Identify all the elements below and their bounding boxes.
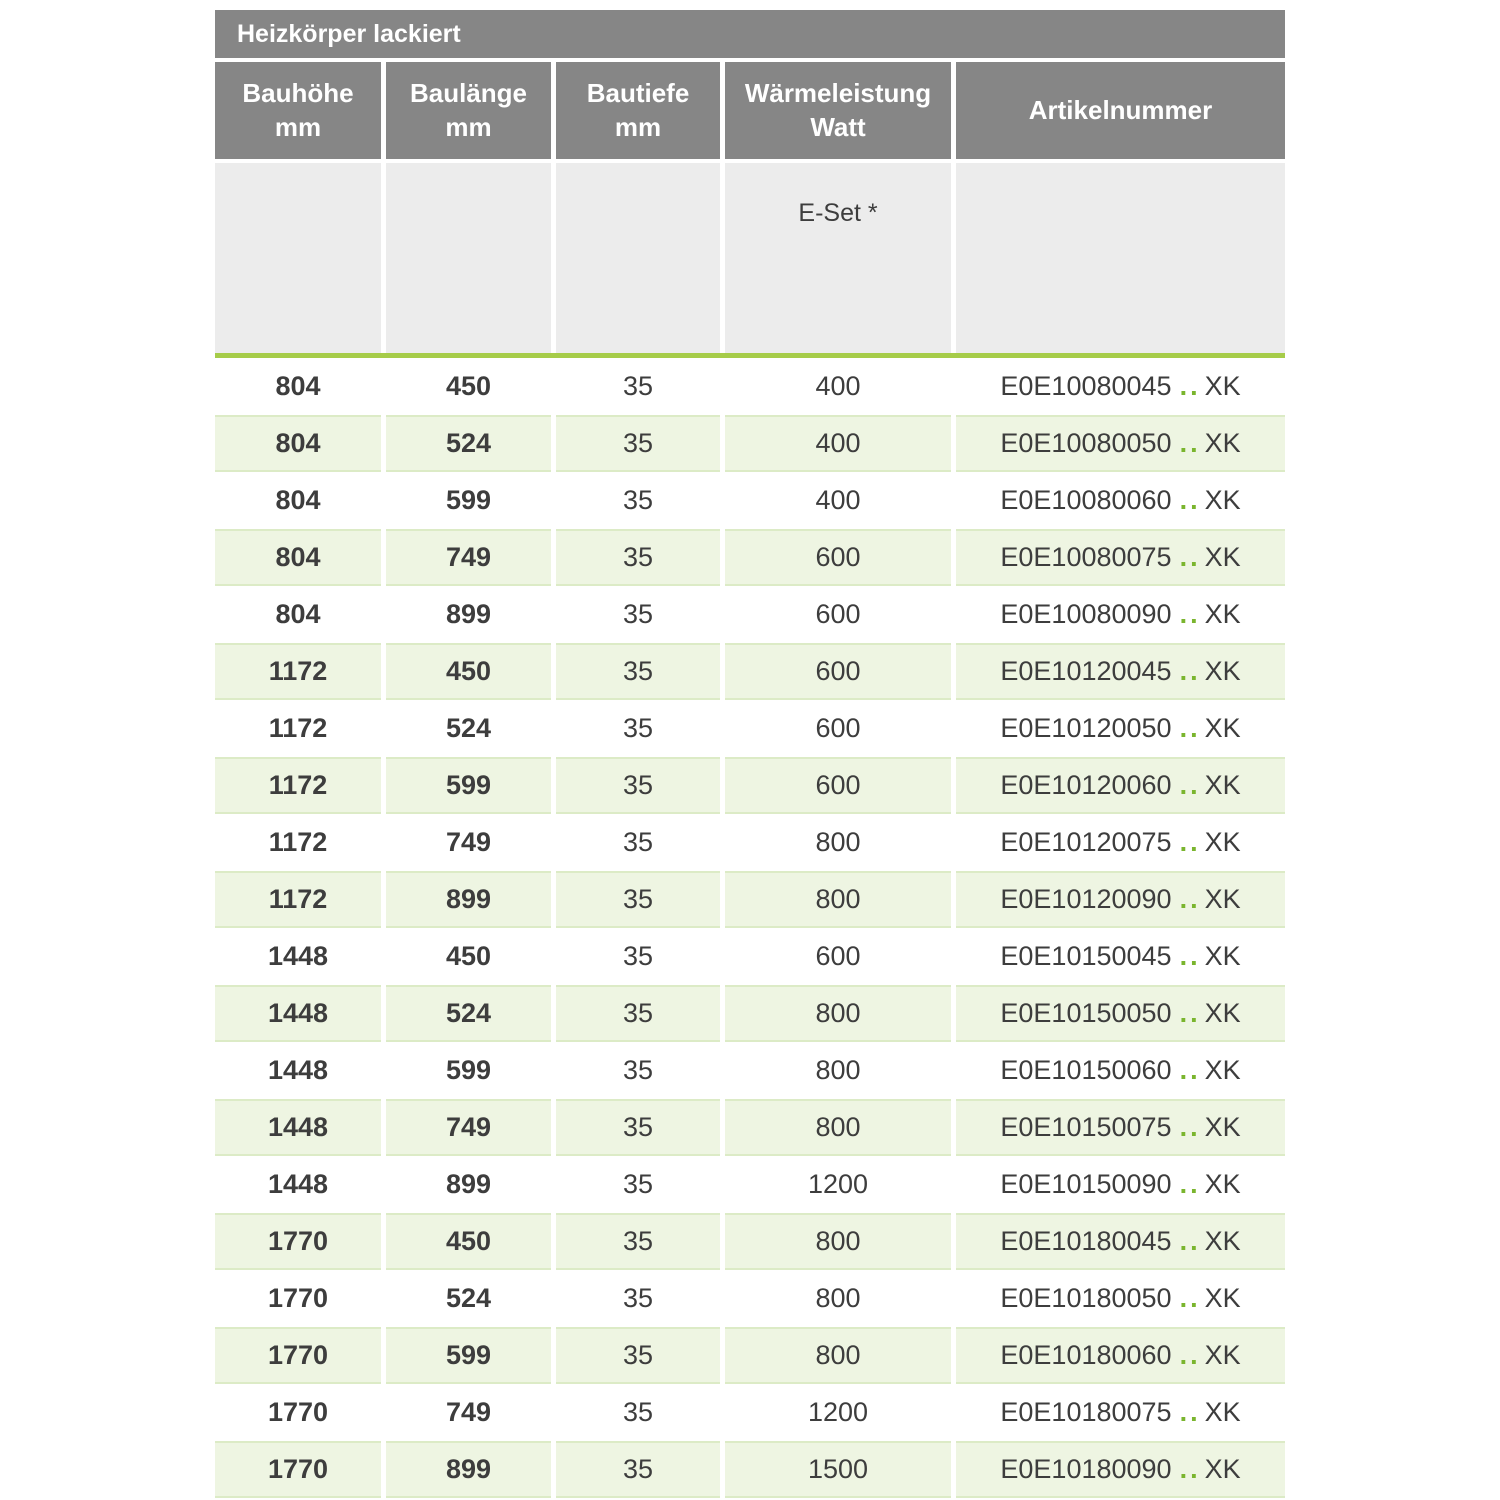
table-row: [215, 1270, 1285, 1327]
table-body: [215, 358, 1285, 1498]
table-title: Heizkörper lackiert: [215, 10, 1285, 58]
cell-bautiefe: 35: [556, 586, 720, 643]
article-number-suffix: XK: [1204, 1397, 1241, 1427]
cell-bauhoehe: 1448: [215, 928, 381, 985]
cell-baulaenge: 899: [386, 871, 551, 928]
cell-watt: 800: [725, 1042, 951, 1099]
cell-baulaenge: 450: [386, 643, 551, 700]
table-row: [215, 985, 1285, 1042]
cell-bautiefe: 35: [556, 1441, 720, 1498]
subheader-cell: [215, 163, 381, 353]
cell-bauhoehe: 804: [215, 358, 381, 415]
article-number-suffix: XK: [1204, 371, 1241, 401]
table-row: [215, 928, 1285, 985]
article-number-dots: ..: [1179, 1112, 1201, 1142]
cell-bautiefe: 35: [556, 472, 720, 529]
article-number-suffix: XK: [1204, 599, 1241, 629]
cell-bautiefe: 35: [556, 358, 720, 415]
article-number-prefix: E0E10120060: [1000, 770, 1172, 800]
table-row: [215, 1156, 1285, 1213]
article-number-cell: [956, 529, 1285, 586]
article-number-dots: ..: [1179, 1226, 1201, 1256]
article-number-suffix: XK: [1204, 770, 1241, 800]
article-number-cell: [956, 1156, 1285, 1213]
article-number-cell: [956, 1099, 1285, 1156]
article-number-prefix: E0E10080050: [1000, 428, 1172, 458]
article-number-dots: ..: [1179, 371, 1201, 401]
cell-baulaenge: 524: [386, 1270, 551, 1327]
article-number-cell: [956, 415, 1285, 472]
cell-watt: 600: [725, 586, 951, 643]
table-row: [215, 643, 1285, 700]
cell-bauhoehe: 804: [215, 586, 381, 643]
article-number-cell: [956, 757, 1285, 814]
article-number-dots: ..: [1179, 713, 1201, 743]
article-number-cell: [956, 1384, 1285, 1441]
article-number-dots: ..: [1179, 884, 1201, 914]
cell-watt: 800: [725, 1099, 951, 1156]
article-number-suffix: XK: [1204, 428, 1241, 458]
cell-watt: 1200: [725, 1384, 951, 1441]
article-number-dots: ..: [1179, 485, 1201, 515]
article-number-dots: ..: [1179, 599, 1201, 629]
article-number-dots: ..: [1179, 770, 1201, 800]
table-row: [215, 472, 1285, 529]
article-number-cell: [956, 643, 1285, 700]
article-number-dots: ..: [1179, 941, 1201, 971]
article-number-prefix: E0E10150045: [1000, 941, 1172, 971]
article-number-prefix: E0E10180045: [1000, 1226, 1172, 1256]
cell-bauhoehe: 804: [215, 529, 381, 586]
article-number-cell: [956, 700, 1285, 757]
cell-bauhoehe: 1448: [215, 1099, 381, 1156]
article-number-dots: ..: [1179, 656, 1201, 686]
table-row: [215, 814, 1285, 871]
cell-bautiefe: 35: [556, 1270, 720, 1327]
article-number-prefix: E0E10120075: [1000, 827, 1172, 857]
cell-bautiefe: 35: [556, 1099, 720, 1156]
article-number-prefix: E0E10150050: [1000, 998, 1172, 1028]
article-number-cell: [956, 586, 1285, 643]
cell-watt: 800: [725, 814, 951, 871]
article-number-prefix: E0E10080090: [1000, 599, 1172, 629]
cell-bautiefe: 35: [556, 415, 720, 472]
cell-bauhoehe: 1448: [215, 985, 381, 1042]
article-number-prefix: E0E10180075: [1000, 1397, 1172, 1427]
cell-baulaenge: 524: [386, 985, 551, 1042]
column-header-label: Baulänge: [409, 77, 528, 108]
cell-bautiefe: 35: [556, 1213, 720, 1270]
cell-bautiefe: 35: [556, 757, 720, 814]
cell-baulaenge: 599: [386, 1327, 551, 1384]
cell-baulaenge: 899: [386, 586, 551, 643]
article-number-cell: [956, 814, 1285, 871]
cell-watt: 800: [725, 1270, 951, 1327]
article-number-dots: ..: [1179, 1454, 1201, 1484]
article-number-suffix: XK: [1204, 998, 1241, 1028]
article-number-suffix: XK: [1204, 1169, 1241, 1199]
cell-watt: 600: [725, 757, 951, 814]
subheader-cell: [386, 163, 551, 353]
table-row: [215, 700, 1285, 757]
table-row: [215, 1441, 1285, 1498]
cell-baulaenge: 599: [386, 1042, 551, 1099]
table-row: [215, 1213, 1285, 1270]
article-number-suffix: XK: [1204, 1283, 1241, 1313]
article-number-dots: ..: [1179, 428, 1201, 458]
article-number-suffix: XK: [1204, 827, 1241, 857]
column-header-baulaenge: [386, 62, 551, 159]
article-number-cell: [956, 1441, 1285, 1498]
cell-baulaenge: 450: [386, 928, 551, 985]
cell-baulaenge: 899: [386, 1441, 551, 1498]
column-header-label: Wärmeleistung: [744, 77, 932, 108]
table-row: [215, 586, 1285, 643]
column-header-unit: mm: [274, 111, 322, 142]
product-table: [215, 10, 1285, 1498]
table-row: [215, 1327, 1285, 1384]
cell-bauhoehe: 1172: [215, 814, 381, 871]
article-number-dots: ..: [1179, 1169, 1201, 1199]
article-number-cell: [956, 472, 1285, 529]
article-number-suffix: XK: [1204, 941, 1241, 971]
article-number-cell: [956, 358, 1285, 415]
cell-watt: 600: [725, 529, 951, 586]
cell-watt: 600: [725, 643, 951, 700]
cell-bauhoehe: 1448: [215, 1042, 381, 1099]
column-header-artikelnummer: [956, 62, 1285, 159]
subheader-cell: [956, 163, 1285, 353]
article-number-cell: [956, 1213, 1285, 1270]
article-number-dots: ..: [1179, 1055, 1201, 1085]
article-number-dots: ..: [1179, 542, 1201, 572]
article-number-suffix: XK: [1204, 713, 1241, 743]
header-row: [215, 62, 1285, 159]
article-number-dots: ..: [1179, 827, 1201, 857]
cell-watt: 600: [725, 928, 951, 985]
article-number-prefix: E0E10080060: [1000, 485, 1172, 515]
column-header-label: Artikelnummer: [1028, 94, 1213, 125]
cell-watt: 400: [725, 472, 951, 529]
article-number-dots: ..: [1179, 1397, 1201, 1427]
cell-bauhoehe: 1770: [215, 1327, 381, 1384]
cell-bautiefe: 35: [556, 1042, 720, 1099]
column-header-unit: Watt: [810, 111, 866, 142]
cell-baulaenge: 899: [386, 1156, 551, 1213]
cell-bautiefe: 35: [556, 1156, 720, 1213]
article-number-prefix: E0E10180050: [1000, 1283, 1172, 1313]
subheader-cell: [556, 163, 720, 353]
cell-bauhoehe: 1172: [215, 643, 381, 700]
article-number-prefix: E0E10120050: [1000, 713, 1172, 743]
table-row: [215, 1042, 1285, 1099]
cell-baulaenge: 749: [386, 814, 551, 871]
cell-baulaenge: 524: [386, 415, 551, 472]
table-row: [215, 871, 1285, 928]
cell-baulaenge: 599: [386, 757, 551, 814]
article-number-suffix: XK: [1204, 485, 1241, 515]
article-number-prefix: E0E10150060: [1000, 1055, 1172, 1085]
cell-bautiefe: 35: [556, 1327, 720, 1384]
cell-bautiefe: 35: [556, 928, 720, 985]
article-number-prefix: E0E10180060: [1000, 1340, 1172, 1370]
cell-bauhoehe: 804: [215, 472, 381, 529]
cell-bauhoehe: 1172: [215, 700, 381, 757]
column-header-label: Bautiefe: [586, 77, 690, 108]
article-number-prefix: E0E10150075: [1000, 1112, 1172, 1142]
column-header-bautiefe: [556, 62, 720, 159]
table-row: [215, 757, 1285, 814]
article-number-prefix: E0E10150090: [1000, 1169, 1172, 1199]
article-number-suffix: XK: [1204, 656, 1241, 686]
article-number-prefix: E0E10120090: [1000, 884, 1172, 914]
cell-baulaenge: 450: [386, 1213, 551, 1270]
article-number-prefix: E0E10180090: [1000, 1454, 1172, 1484]
cell-watt: 400: [725, 415, 951, 472]
cell-watt: 1200: [725, 1156, 951, 1213]
cell-watt: 800: [725, 1213, 951, 1270]
cell-bauhoehe: 1172: [215, 871, 381, 928]
cell-bauhoehe: 1770: [215, 1384, 381, 1441]
article-number-prefix: E0E10080045: [1000, 371, 1172, 401]
cell-baulaenge: 599: [386, 472, 551, 529]
cell-watt: 600: [725, 700, 951, 757]
table-row: [215, 529, 1285, 586]
cell-bauhoehe: 1172: [215, 757, 381, 814]
cell-bauhoehe: 1770: [215, 1441, 381, 1498]
cell-watt: 800: [725, 1327, 951, 1384]
article-number-suffix: XK: [1204, 542, 1241, 572]
cell-bauhoehe: 804: [215, 415, 381, 472]
cell-baulaenge: 749: [386, 1384, 551, 1441]
cell-bautiefe: 35: [556, 814, 720, 871]
column-header-label: Bauhöhe: [242, 77, 354, 108]
article-number-cell: [956, 985, 1285, 1042]
article-number-cell: [956, 1270, 1285, 1327]
article-number-suffix: XK: [1204, 1112, 1241, 1142]
article-number-suffix: XK: [1204, 1454, 1241, 1484]
article-number-cell: [956, 1327, 1285, 1384]
cell-watt: 1500: [725, 1441, 951, 1498]
cell-baulaenge: 450: [386, 358, 551, 415]
article-number-suffix: XK: [1204, 1055, 1241, 1085]
article-number-dots: ..: [1179, 1340, 1201, 1370]
cell-bautiefe: 35: [556, 871, 720, 928]
cell-bauhoehe: 1770: [215, 1213, 381, 1270]
cell-baulaenge: 749: [386, 1099, 551, 1156]
article-number-cell: [956, 1042, 1285, 1099]
cell-baulaenge: 524: [386, 700, 551, 757]
article-number-cell: [956, 871, 1285, 928]
eset-label-cell: [725, 163, 951, 353]
article-number-prefix: E0E10080075: [1000, 542, 1172, 572]
cell-bautiefe: 35: [556, 1384, 720, 1441]
table-row: [215, 358, 1285, 415]
article-number-cell: [956, 928, 1285, 985]
cell-watt: 800: [725, 985, 951, 1042]
article-number-suffix: XK: [1204, 884, 1241, 914]
table-row: [215, 1099, 1285, 1156]
article-number-prefix: E0E10120045: [1000, 656, 1172, 686]
cell-bauhoehe: 1448: [215, 1156, 381, 1213]
cell-bautiefe: 35: [556, 985, 720, 1042]
table-row: [215, 1384, 1285, 1441]
cell-watt: 800: [725, 871, 951, 928]
cell-bautiefe: 35: [556, 700, 720, 757]
cell-bautiefe: 35: [556, 529, 720, 586]
subheader-row: [215, 163, 1285, 353]
article-number-suffix: XK: [1204, 1340, 1241, 1370]
column-header-unit: mm: [614, 111, 662, 142]
article-number-dots: ..: [1179, 998, 1201, 1028]
eset-label: E-Set *: [798, 199, 878, 227]
column-header-bauhoehe: [215, 62, 381, 159]
column-header-unit: mm: [445, 111, 492, 142]
cell-bauhoehe: 1770: [215, 1270, 381, 1327]
table-row: [215, 415, 1285, 472]
article-number-suffix: XK: [1204, 1226, 1241, 1256]
article-number-dots: ..: [1179, 1283, 1201, 1313]
cell-watt: 400: [725, 358, 951, 415]
column-header-waermeleistung: [725, 62, 951, 159]
cell-bautiefe: 35: [556, 643, 720, 700]
cell-baulaenge: 749: [386, 529, 551, 586]
